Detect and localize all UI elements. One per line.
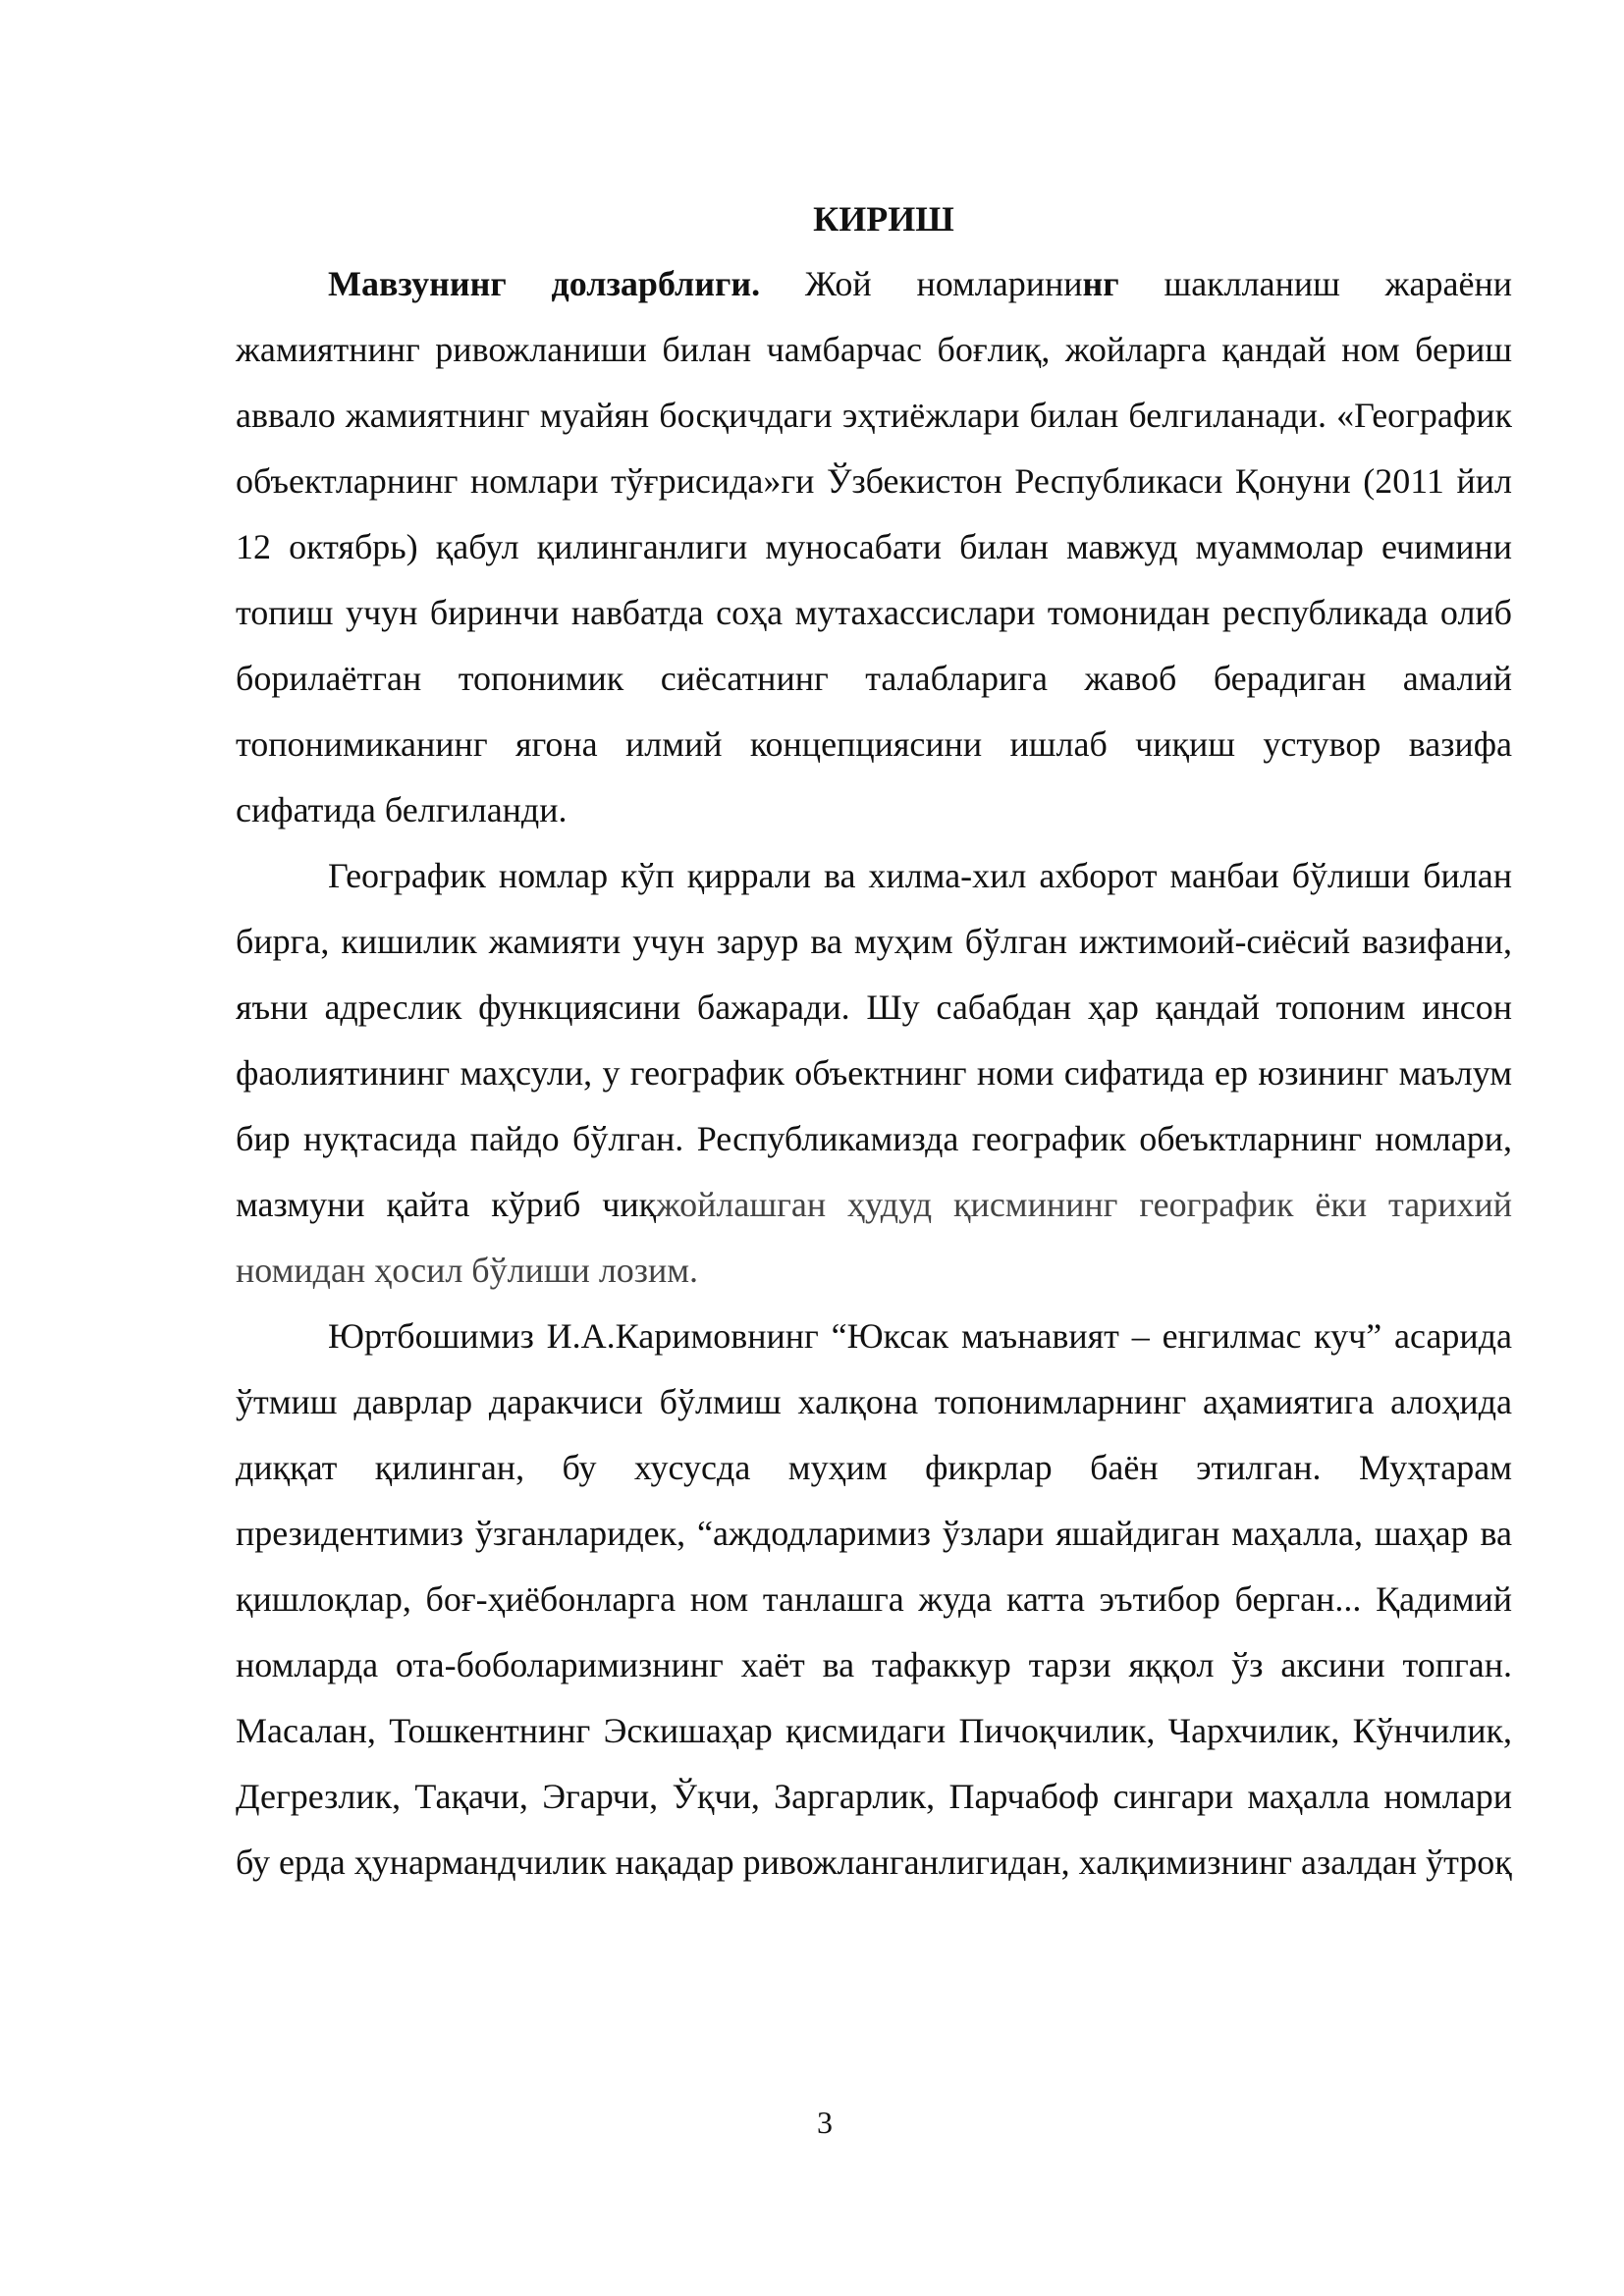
paragraph-geographic-names — [236, 843, 1512, 1304]
page-content — [236, 187, 1512, 1896]
paragraph-karimov-quote: Юртбошимиз И.А.Каримовнинг “Юксак маънавият – енгилмас куч” асарида ўтмиш даврлар даракчиси бўлмиш халқона топонимларнинг аҳамиятига алоҳида диққат қилинган, бу хусусда муҳим фикрлар баён этилган. Муҳтарам президентимиз ўзганларидек, “аждодларимиз ўзлари яшайдиган маҳалла, шаҳар ва қишлоқлар, боғ-ҳиёбонларга ном танлашга жуда катта эътибор берган... Қадимий номларда ота-боболаримизнинг хаёт ва тафаккур тарзи яққол ўз аксини топган. Масалан, Тошкентнинг Эскишаҳар қисмидаги Пичоқчилик, Чархчилик, Кўнчилик, Дегрезлик, Тақачи, Эгарчи, Ўқчи, Заргарлик, Парчабоф сингари маҳалла номлари бу ерда ҳунармандчилик нақадар ривожланганлигидан, халқимизнинг азалдан ўтроқ — [236, 1316, 1512, 1882]
paragraph-text-part: Жой номларини — [760, 264, 1083, 303]
section-heading: КИРИШ — [813, 199, 954, 239]
page-number: 3 — [817, 2105, 833, 2140]
paragraph-gray-fragment: жойлашган ҳудуд қисмининг географик ёки тарихий номидан ҳосил бўлиши лозим. — [236, 1185, 1512, 1290]
paragraph-text-part: шаклланиш жараёни жамиятнинг ривожланиши билан чамбарчас боғлиқ, жойларга қандай ном бериш аввало жамиятнинг муайян босқичдаги эҳтиёжлари билан белгиланади. «Географик объектларнинг номлари тўғрисида»ги Ўзбекистон Республикаси Қонуни (2011 йил 12 октябрь) қабул қилинганлиги муносабати билан мавжуд муаммолар ечимини топиш учун биринчи навбатда соҳа мутахассислари томонидан республикада олиб борилаётган топонимик сиёсатнинг талабларига жавоб берадиган амалий топонимиканинг ягона илмий концепциясини ишлаб чиқиш устувор вазифа сифатида белгиланди. — [236, 264, 1512, 829]
paragraph-lead: Мавзунинг долзарблиги. — [328, 264, 761, 303]
paragraph-relevance — [236, 251, 1512, 843]
paragraph-bold-fragment: нг — [1082, 264, 1119, 303]
paragraph-text-part: Географик номлар кўп қиррали ва хилма-хил ахборот манбаи бўлиши билан бирга, кишилик жамияти учун зарур ва муҳим бўлган ижтимоий-сиёсий вазифани, яъни адреслик функциясини бажаради. Шу сабабдан ҳар қандай топоним инсон фаолиятининг маҳсули, у географик объектнинг номи сифатида ер юзининг маълум бир нуқтасида пайдо бўлган. Республикамизда географик обеъктларнинг номлари, мазмуни қайта кўриб чиқ — [236, 856, 1512, 1224]
